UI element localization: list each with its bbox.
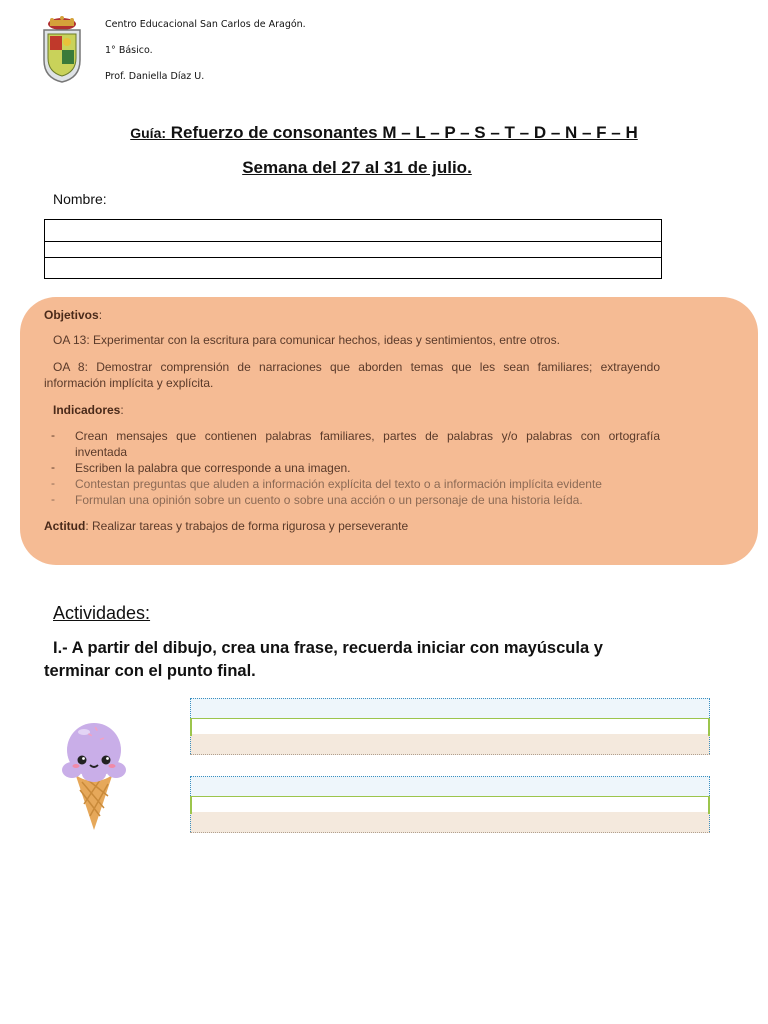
indicator-item: Formulan una opinión sobre un cuento o sobre una acción o un personaje de una historia leída. [75,493,583,507]
name-box-divider [45,241,661,242]
ascender-band [190,776,710,797]
activities-heading: Actividades: [53,603,151,623]
descender-band [190,734,710,755]
guide-marker [708,796,710,814]
bullet-dash: - [51,476,55,490]
indicator-item-continued: inventada [75,445,128,459]
ice-cream-cone-icon [54,718,134,833]
grade-level: 1° Básico. [105,45,153,56]
objectives-heading: Objetivos: [44,308,103,322]
indicators-heading: Indicadores: [53,403,124,417]
objectives-panel [20,297,758,565]
handwriting-line[interactable] [190,698,710,754]
bullet-dash: - [51,460,55,474]
guide-title-text: Refuerzo de consonantes M – L – P – S – T – D – N – F – H [166,123,638,142]
handwriting-line[interactable] [190,776,710,832]
guide-marker [708,718,710,736]
instruction-line: terminar con el punto final. [44,662,256,680]
attitude-line: Actitud: Realizar tareas y trabajos de forma rigurosa y perseverante [44,519,409,533]
bullet-dash: - [51,428,55,442]
indicator-item: Escriben la palabra que corresponde a una imagen. [75,461,351,475]
descender-band [190,812,710,833]
ascender-band [190,698,710,719]
guide-label: Guía: [130,125,167,141]
objective-oa8-line1: OA 8: Demostrar comprensión de narraciones que aborden temas que les sean familiares; extrayendo [53,360,660,374]
activity-instruction [44,637,664,683]
week-subtitle: Semana del 27 al 31 de julio. [242,158,472,177]
guide-marker [190,718,192,736]
objective-oa8-line2: información implícita y explícita. [44,376,214,390]
indicator-item: Contestan preguntas que aluden a información explícita del texto o a información implícita evidente [75,477,602,491]
name-box-divider [45,257,661,258]
name-input-box[interactable] [44,219,662,279]
bullet-dash: - [51,492,55,506]
school-crest-icon [40,16,84,84]
objective-oa13: OA 13: Experimentar con la escritura para comunicar hechos, ideas y sentimientos, entre otros. [53,333,560,347]
school-name: Centro Educacional San Carlos de Aragón. [105,19,306,30]
instruction-line: I.- A partir del dibujo, crea una frase, recuerda iniciar con mayúscula y [53,639,603,657]
guide-title [0,123,768,143]
guide-marker [190,796,192,814]
teacher-name: Prof. Daniella Díaz U. [105,71,205,82]
indicator-item: Crean mensajes que contienen palabras familiares, partes de palabras y/o palabras con ortografía [75,429,660,443]
name-label: Nombre: [53,191,107,207]
